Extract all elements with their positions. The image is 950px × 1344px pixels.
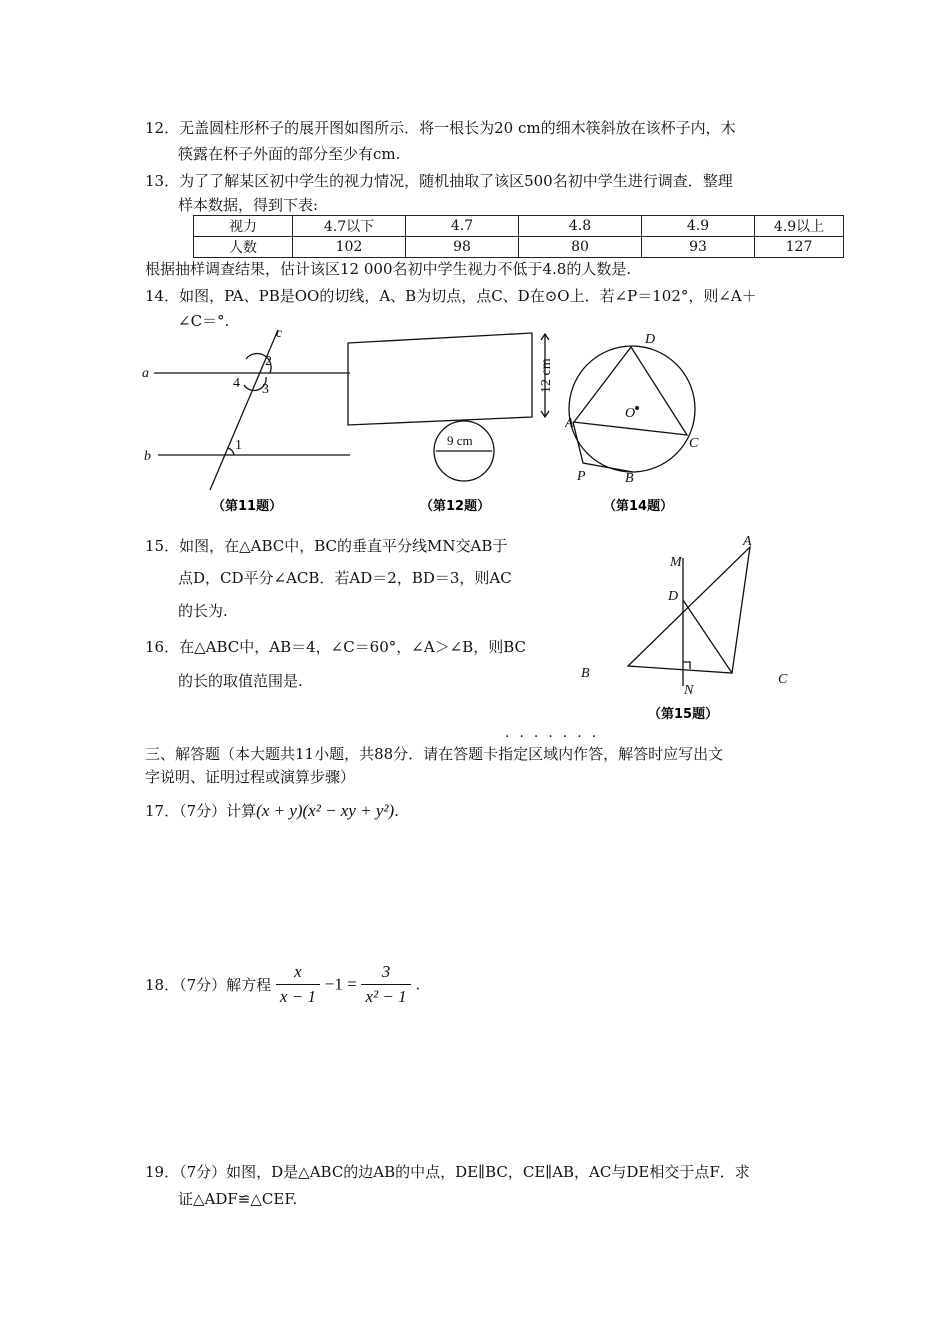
emphasis-dots: ······· [505, 729, 607, 745]
table-cell: 98 [406, 237, 519, 258]
q18-line [145, 960, 420, 1009]
diameter-label: 9 cm [447, 433, 473, 448]
label-c: c [276, 326, 283, 341]
label-b: b [144, 449, 151, 464]
q17-line [145, 800, 399, 822]
table-cell: 视力 [194, 216, 293, 237]
q13-line3: 根据抽样调查结果，估计该区12 000名初中学生视力不低于4.8的人数是. [145, 260, 632, 278]
label-A: A [565, 416, 574, 431]
table-row-count [194, 237, 844, 258]
frac-denominator: x − 1 [279, 987, 316, 1006]
table-cell: 80 [519, 237, 642, 258]
q18-fraction-left [276, 960, 320, 1009]
figure-15-caption: （第15题） [648, 707, 719, 722]
table-cell: 127 [755, 237, 844, 258]
label-a: a [142, 366, 149, 381]
section3-line2: 字说明、证明过程或演算步骤） [145, 768, 356, 786]
table-cell: 102 [293, 237, 406, 258]
label-N: N [684, 683, 694, 698]
q16-line1: 16．在△ABC中，AB＝4，∠C＝60°，∠A＞∠B，则BC [145, 638, 527, 656]
figure-12 [340, 325, 570, 520]
q19-line1: 19．（7分）如图，D是△ABC的边AB的中点，DE∥BC，CE∥AB，AC与DE相交于点F．求 [145, 1163, 750, 1181]
vision-table [193, 215, 844, 258]
table-row-vision [194, 216, 844, 237]
q18-suffix: . [415, 975, 421, 994]
q15-line1: 15．如图，在△ABC中，BC的垂直平分线MN交AB于 [145, 537, 508, 555]
label-M: M [670, 555, 682, 570]
label-B: B [581, 666, 590, 681]
label-C: C [689, 436, 699, 451]
figure-11 [140, 325, 365, 520]
right-angle-mark [683, 662, 690, 669]
q18-middle: −1 = [324, 974, 357, 994]
q17-suffix: . [394, 802, 399, 820]
label-A: A [743, 534, 752, 549]
angle-arc-1 [228, 448, 234, 455]
table-cell: 4.7 [406, 216, 519, 237]
figure-15 [570, 528, 800, 726]
q12-line2: 筷露在杯子外面的部分至少有cm. [178, 145, 401, 163]
table-cell: 4.7以下 [293, 216, 406, 237]
q14-line1: 14．如图，PA、PB是OO的切线，A、B为切点，点C、D在⊙O上．若∠P＝102°，则∠A＋ [145, 287, 757, 305]
q15-line3: 的长为. [178, 602, 228, 620]
table-cell: 93 [642, 237, 755, 258]
quadrilateral-adc [573, 347, 687, 435]
label-D: D [645, 332, 656, 347]
figure-14 [565, 325, 715, 520]
table-cell: 人数 [194, 237, 293, 258]
q12-line1: 12．无盖圆柱形杯子的展开图如图所示．将一根长为20 cm的细木筷斜放在该杯子内，木 [145, 119, 736, 137]
label-O: O [625, 406, 636, 421]
q17-prefix: 17．（7分）计算 [145, 802, 257, 820]
label-4: 4 [233, 376, 240, 391]
label-C: C [778, 672, 788, 687]
q18-fraction-right [361, 960, 410, 1009]
center-o-dot [635, 406, 639, 410]
label-D: D [668, 589, 679, 604]
frac-denominator: x² − 1 [365, 987, 407, 1006]
figure-14-caption: （第14题） [603, 499, 674, 514]
q19-line2: 证△ADF≌△CEF. [178, 1190, 298, 1208]
height-label: 12 cm [539, 358, 554, 393]
q14-line2: ∠C＝°. [178, 312, 230, 330]
label-2: 2 [265, 354, 272, 369]
q13-line2: 样本数据，得到下表: [178, 196, 319, 214]
table-cell: 4.8 [519, 216, 642, 237]
frac-numerator: x [276, 960, 320, 985]
section3-line1: 三、解答题（本大题共11小题，共88分．请在答题卡指定区域内作答，解答时应写出文 [145, 745, 724, 763]
q13-line1: 13．为了了解某区初中学生的视力情况，随机抽取了该区500名初中学生进行调查．整理 [145, 172, 733, 190]
label-P: P [577, 469, 586, 484]
q15-line2: 点D，CD平分∠ACB．若AD＝2，BD＝3，则AC [178, 569, 512, 587]
q18-prefix: 18．（7分）解方程 [145, 976, 272, 994]
label-3: 3 [262, 382, 269, 397]
figure-12-caption: （第12题） [420, 499, 491, 514]
table-cell: 4.9以上 [755, 216, 844, 237]
q17-expression: (x + y)(x² − xy + y²) [256, 801, 395, 820]
label-1: 1 [235, 438, 242, 453]
frac-numerator: 3 [361, 960, 410, 985]
net-rectangle [348, 333, 532, 425]
table-cell: 4.9 [642, 216, 755, 237]
q16-line2: 的长的取值范围是. [178, 672, 303, 690]
figure-11-caption: （第11题） [212, 499, 283, 514]
label-B: B [625, 471, 634, 486]
